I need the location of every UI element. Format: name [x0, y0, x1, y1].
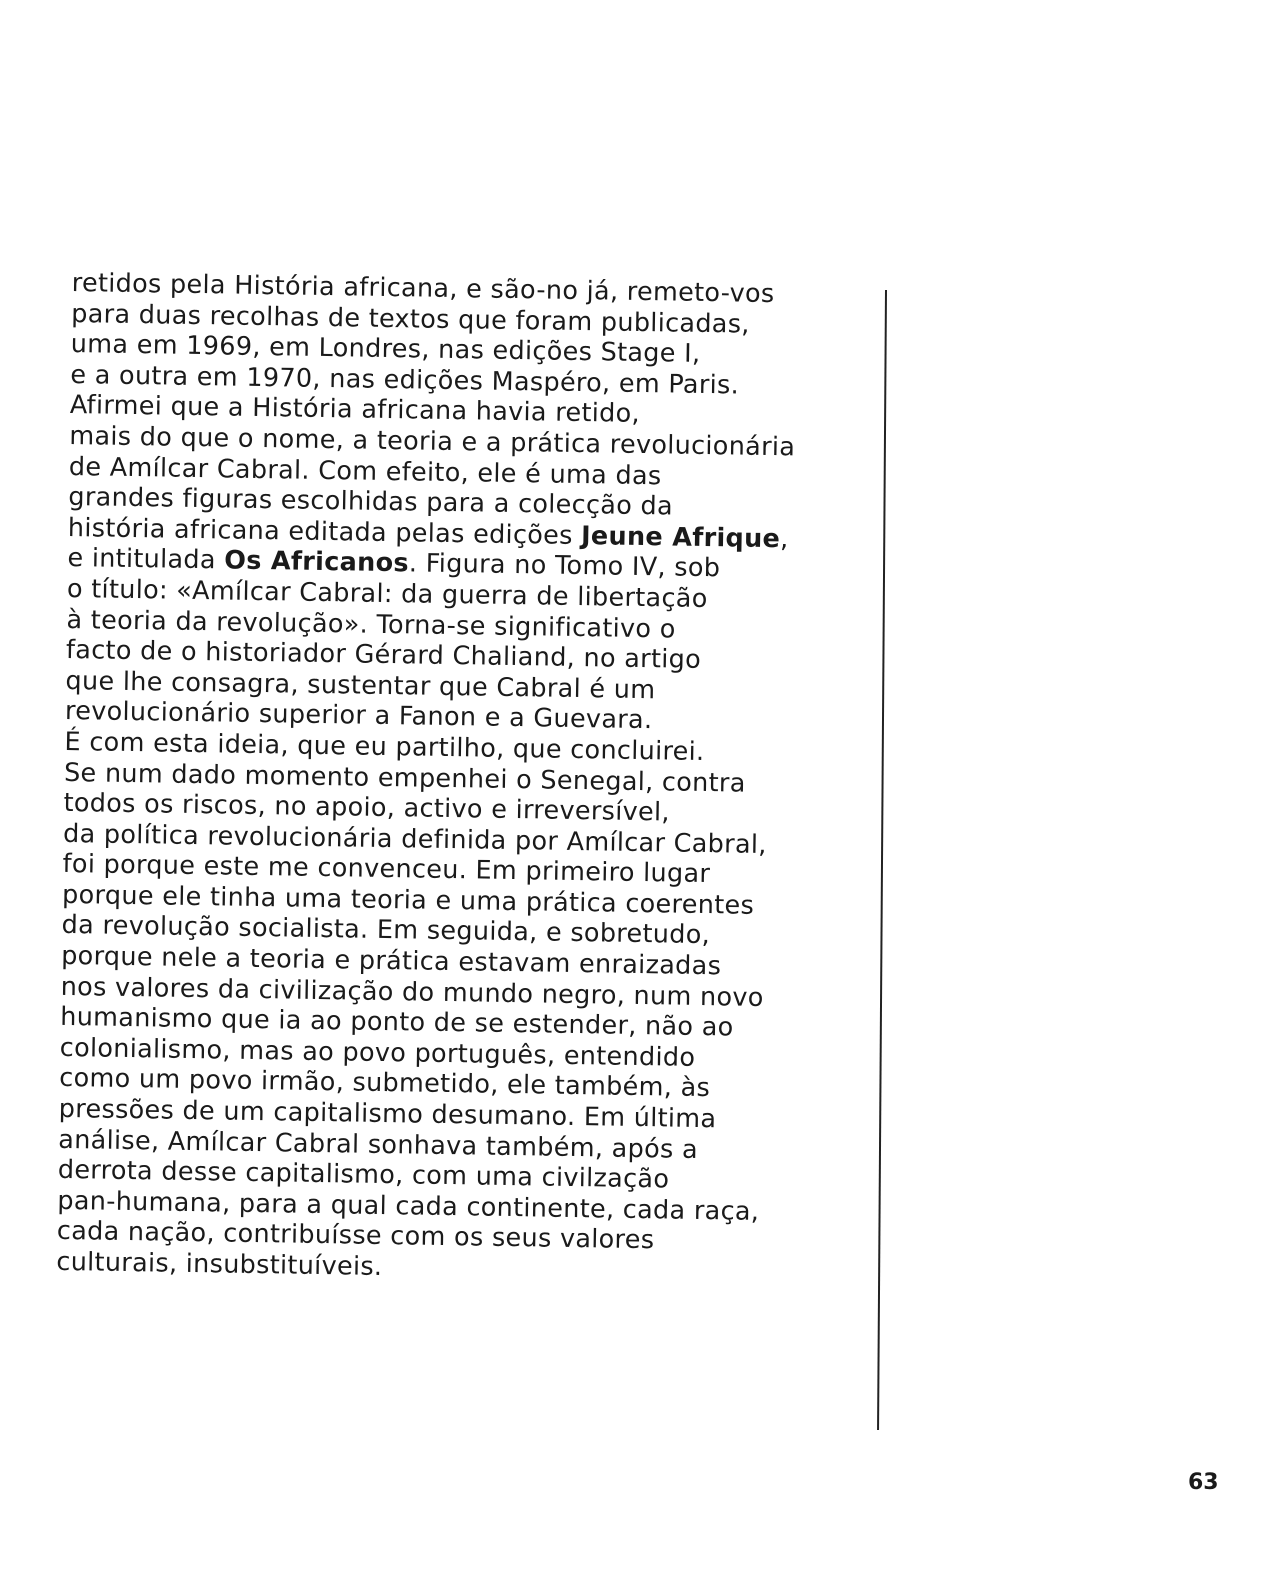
text-line: como um povo irmão, submetido, ele também, às	[59, 1063, 711, 1104]
text-line: análise, Amílcar Cabral sonhava também, após a	[58, 1124, 699, 1165]
text-line: de Amílcar Cabral. Com efeito, ele é uma das	[68, 451, 662, 491]
text-line: o título: «Amílcar Cabral: da guerra de libertação	[66, 573, 708, 614]
text-line: culturais, insubstituíveis.	[56, 1246, 383, 1282]
text-line: porque ele tinha uma teoria e uma prática coerentes	[61, 879, 755, 921]
text-segment: . Figura no Tomo IV, sob	[408, 548, 721, 584]
text-line: grandes figuras escolhidas para a colecção da	[68, 482, 674, 522]
text-line: nos valores da civilização do mundo negro, num novo	[60, 971, 764, 1013]
text-line: retidos pela História africana, e são-no já, remeto-vos	[71, 268, 775, 310]
text-line: derrota desse capitalismo, com uma civilzação	[57, 1155, 670, 1195]
text-line: humanismo que ia ao ponto de se estender, não ao	[59, 1002, 734, 1043]
text-line: foi porque este me convenceu. Em primeiro lugar	[62, 849, 711, 890]
text-line: pressões de um capitalismo desumano. Em última	[58, 1093, 717, 1135]
text-segment: história africana editada pelas edições	[67, 512, 582, 551]
text-line: colonialismo, mas ao povo português, entendido	[59, 1032, 696, 1073]
text-line: para duas recolhas de textos que foram publicadas,	[71, 298, 750, 340]
text-line: da política revolucionária definida por Amílcar Cabral,	[62, 818, 767, 860]
bold-title-jeune-afrique: Jeune Afrique	[580, 520, 781, 554]
text-line: Afirmei que a História africana havia retido,	[69, 390, 641, 430]
text-line: facto de o historiador Gérard Chaliand, no artigo	[65, 635, 702, 676]
text-line: uma em 1969, em Londres, nas edições Stage I,	[70, 329, 701, 370]
page-number: 63	[1188, 1470, 1219, 1495]
text-line: pan-humana, para a qual cada continente, cada raça,	[57, 1185, 760, 1227]
text-line: É com esta ideia, que eu partilho, que concluirei.	[64, 726, 705, 767]
text-line: da revolução socialista. Em seguida, e sobretudo,	[61, 910, 711, 951]
text-line: porque nele a teoria e prática estavam enraizadas	[60, 940, 722, 982]
text-line: à teoria da revolução». Torna-se significativo o	[66, 604, 676, 645]
text-line: cada nação, contribuísse com os seus valores	[56, 1216, 655, 1256]
text-line: todos os riscos, no apoio, activo e irreversível,	[63, 788, 671, 828]
bold-title-os-africanos: Os Africanos	[224, 545, 410, 579]
text-segment: ,	[779, 523, 789, 555]
text-line: e a outra em 1970, nas edições Maspéro, em Paris.	[70, 359, 740, 401]
text-line: que lhe consagra, sustentar que Cabral é um	[65, 665, 656, 705]
text-segment: e intitulada	[67, 543, 225, 576]
text-line: Se num dado momento empenhei o Senegal, contra	[63, 757, 746, 799]
text-line: mais do que o nome, a teoria e a prática revolucionária	[69, 420, 796, 463]
text-line: revolucionário superior a Fanon e a Guevara.	[64, 696, 653, 736]
body-text	[56, 268, 902, 1291]
